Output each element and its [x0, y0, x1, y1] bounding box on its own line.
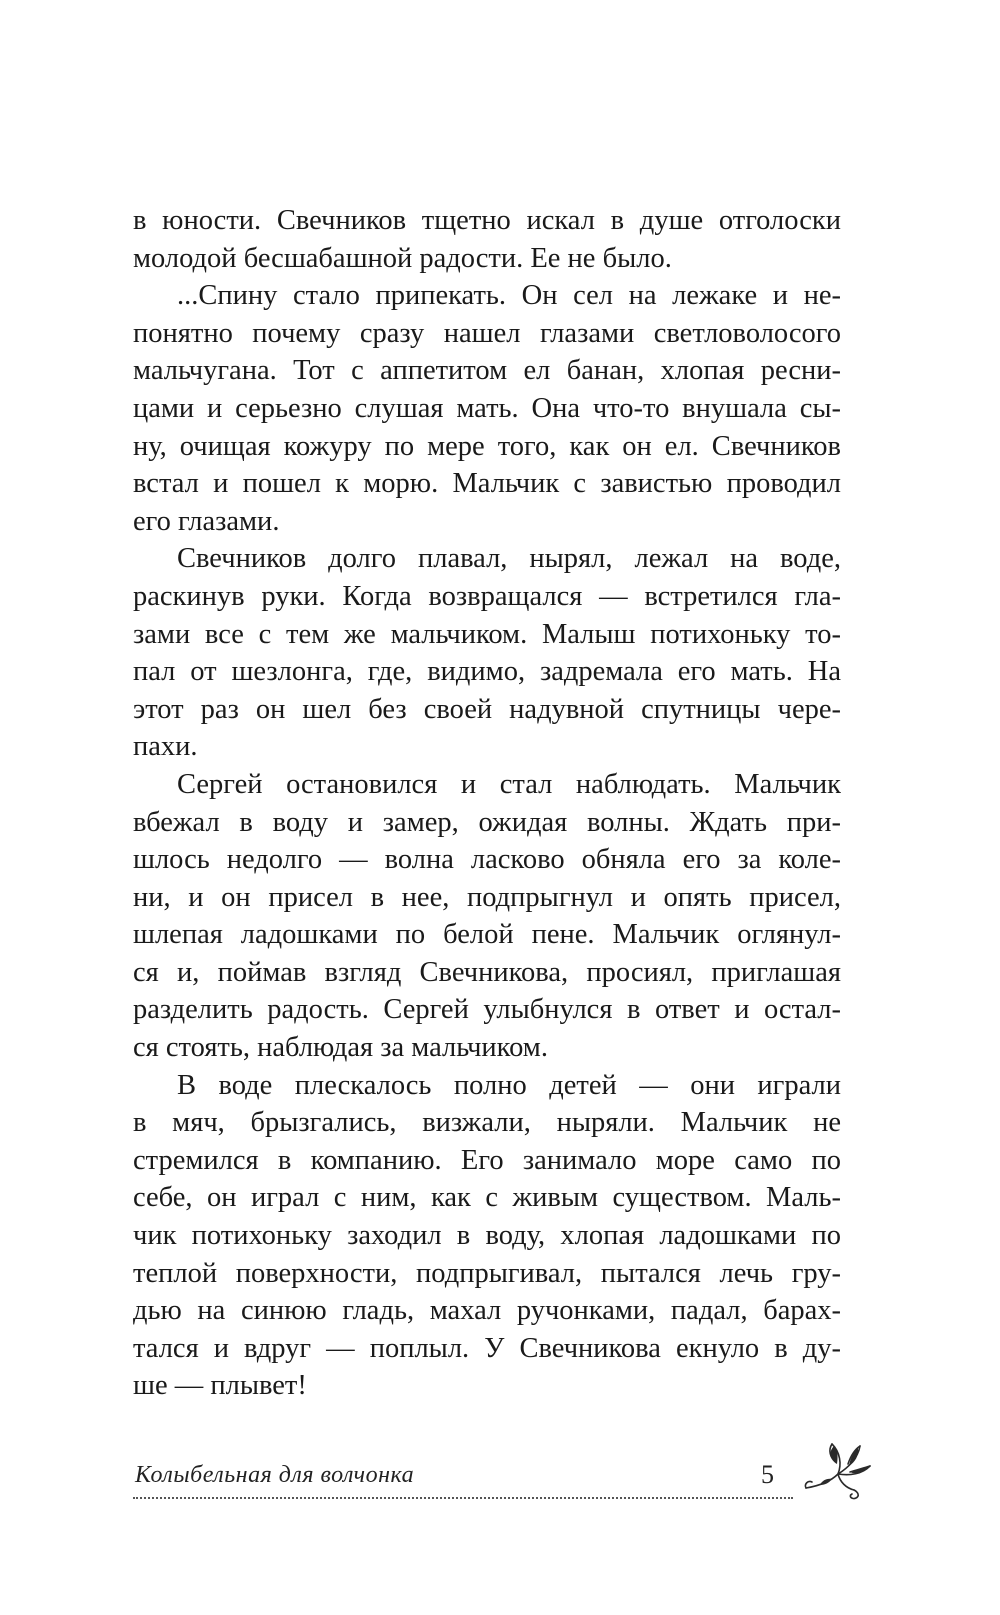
text-line-2: молодой бесшабашной радости. Ее не было. — [133, 242, 672, 274]
text-line-16: Сергей остановился и стал наблюдать. Мальчик — [177, 768, 841, 800]
text-line-29: теплой поверхности, подпрыгивал, пытался лечь гру- — [133, 1257, 841, 1289]
text-line-20: шлепая ладошками по белой пене. Мальчик оглянул- — [133, 919, 841, 951]
text-line-25: в мяч, брызгались, визжали, ныряли. Мальчик не — [133, 1107, 841, 1139]
page-footer — [133, 1452, 863, 1512]
text-line-7: ну, очищая кожуру по мере того, как он ел. Свечников — [133, 430, 841, 462]
body-text — [133, 202, 841, 1405]
text-line-5: мальчугана. Тот с аппетитом ел банан, хлопая ресни- — [133, 355, 841, 387]
text-line-18: шлось недолго — волна ласково обняла его за коле- — [133, 844, 841, 876]
text-line-28: чик потихоньку заходил в воду, хлопая ладошками по — [133, 1220, 841, 1252]
text-line-21: ся и, поймав взгляд Свечникова, просиял, приглашая — [133, 956, 841, 988]
text-line-32: ше — плывет! — [133, 1370, 307, 1402]
page-number: 5 — [761, 1460, 774, 1489]
text-line-15: пахи. — [133, 731, 198, 763]
text-line-22: разделить радость. Сергей улыбнулся в ответ и остал- — [133, 994, 841, 1026]
text-line-6: цами и серьезно слушая мать. Она что-то внушала сы- — [133, 392, 841, 424]
text-line-23: ся стоять, наблюдая за мальчиком. — [133, 1032, 548, 1064]
text-line-17: вбежал в воду и замер, ожидая волны. Ждать при- — [133, 806, 841, 838]
text-line-13: пал от шезлонга, где, видимо, задремала его мать. На — [133, 656, 841, 688]
text-line-24: В воде плескалось полно детей — они играли — [177, 1069, 841, 1101]
text-line-12: зами все с тем же мальчиком. Малыш потихоньку то- — [133, 618, 841, 650]
text-line-27: себе, он играл с ним, как с живым существом. Маль- — [133, 1182, 841, 1214]
text-line-31: тался и вдруг — поплыл. У Свечникова екнуло в ду- — [133, 1332, 841, 1364]
floral-ornament-icon — [798, 1430, 878, 1510]
running-title: Колыбельная для волчонка — [135, 1462, 415, 1488]
text-line-14: этот раз он шел без своей надувной спутницы чере- — [133, 693, 841, 725]
text-line-4: понятно почему сразу нашел глазами светловолосого — [133, 317, 841, 349]
text-line-30: дью на синюю гладь, махал ручонками, падал, барах- — [133, 1295, 841, 1327]
text-line-9: его глазами. — [133, 505, 280, 537]
text-line-1: в юности. Свечников тщетно искал в душе отголоски — [133, 205, 841, 236]
text-line-8: встал и пошел к морю. Мальчик с завистью проводил — [133, 468, 841, 500]
text-line-26: стремился в компанию. Его занимало море само по — [133, 1144, 841, 1176]
text-line-10: Свечников долго плавал, нырял, лежал на воде, — [177, 543, 841, 575]
text-line-3: ...Спину стало припекать. Он сел на лежаке и не- — [177, 280, 841, 312]
text-line-11: раскинув руки. Когда возвращался — встретился гла- — [133, 580, 841, 612]
text-line-19: ни, и он присел в нее, подпрыгнул и опять присел, — [133, 881, 841, 913]
footer-dotted-rule — [133, 1497, 793, 1499]
